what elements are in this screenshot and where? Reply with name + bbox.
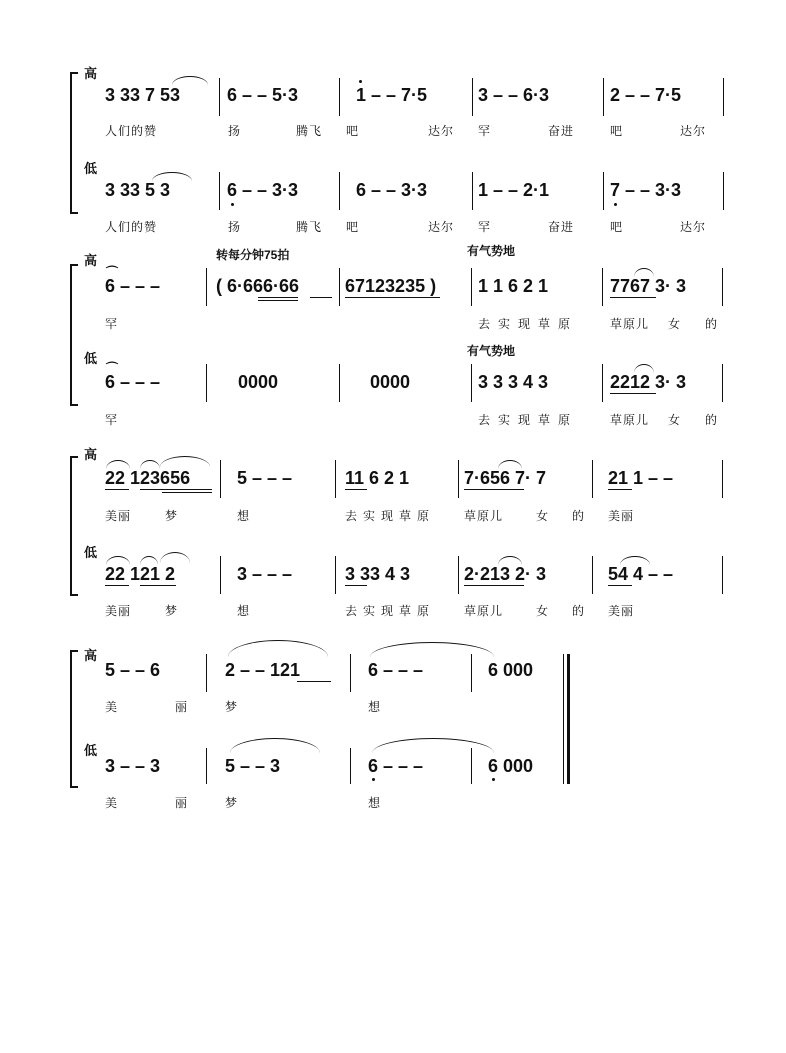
lyric-low-4: 吧: [346, 220, 360, 234]
part-label-high: 高: [84, 66, 98, 81]
part-label-high: 高: [84, 447, 98, 462]
lyric-low-2: 丽: [175, 796, 189, 810]
lyric-low-5: 草原儿: [464, 604, 504, 618]
barline: [350, 654, 351, 692]
barline: [603, 78, 604, 116]
underline: [345, 297, 440, 298]
barline: [339, 78, 340, 116]
slur: [620, 556, 650, 565]
measure-low-2: 5 – – 3: [225, 756, 281, 776]
octave-dot: [614, 203, 617, 206]
barline: [471, 364, 472, 402]
lyric-low-7: 的: [572, 604, 586, 618]
final-barline-thick: [567, 654, 570, 784]
slur: [172, 76, 208, 85]
measure-high-3: 67123235 ): [345, 276, 437, 296]
lyric-high-1: 人们的赞: [105, 124, 158, 138]
underline: [105, 585, 129, 586]
measure-high-2: ( 6·666·66: [216, 276, 300, 296]
lyric-low-9: 达尔: [680, 220, 707, 234]
underline: [297, 681, 331, 682]
lyric-low-8: 美丽: [608, 604, 635, 618]
barline: [220, 556, 221, 594]
lyric-low-2: 扬: [228, 220, 242, 234]
lyric-high-8: 美丽: [608, 509, 635, 523]
lyric-low-3: 草原儿: [610, 413, 650, 427]
system-brace: [70, 264, 78, 406]
part-label-low: 低: [84, 161, 98, 176]
expression-marking-low: 有气势地: [467, 344, 516, 358]
lyric-high-2: 扬: [228, 124, 242, 138]
lyric-high-6: 女: [536, 509, 550, 523]
underline: [105, 489, 129, 490]
measure-low-1: 6 – – –: [105, 372, 161, 392]
barline: [335, 460, 336, 498]
lyric-high-1: 罕: [105, 317, 119, 331]
measure-low-2: 3 – – –: [237, 564, 293, 584]
lyric-low-8: 吧: [610, 220, 624, 234]
lyric-high-4: 想: [368, 700, 382, 714]
barline: [592, 556, 593, 594]
final-barline-thin: [563, 654, 564, 784]
lyric-high-3: 草原儿: [610, 317, 650, 331]
slur: [372, 738, 494, 753]
lyric-high-5: 草原儿: [464, 509, 504, 523]
lyric-high-3: 腾飞: [296, 124, 323, 138]
measure-low-4: 3 3 3 4 3: [478, 372, 549, 392]
barline: [339, 268, 340, 306]
barline: [472, 172, 473, 210]
measure-high-2: 6 – – 5·3: [227, 85, 299, 105]
underline: [258, 300, 298, 301]
barline: [722, 460, 723, 498]
octave-dot: [492, 778, 495, 781]
slur: [152, 172, 192, 181]
barline: [350, 748, 351, 784]
measure-low-3: 3 33 4 3: [345, 564, 411, 584]
underline: [162, 492, 212, 493]
part-label-low: 低: [84, 743, 98, 758]
measure-high-5: 21 1 – –: [608, 468, 674, 488]
barline: [219, 78, 220, 116]
lyric-low-4: 去实现草原: [345, 604, 436, 618]
barline: [458, 460, 459, 498]
underline: [608, 585, 632, 586]
barline: [723, 78, 724, 116]
underline: [610, 393, 656, 394]
lyric-high-3: 想: [237, 509, 251, 523]
barline: [471, 748, 472, 784]
barline: [602, 364, 603, 402]
measure-high-5: 7767 3· 3: [610, 276, 687, 296]
barline: [722, 268, 723, 306]
barline: [471, 654, 472, 692]
lyric-low-7: 奋进: [548, 220, 575, 234]
lyric-low-1: 罕: [105, 413, 119, 427]
barline: [472, 78, 473, 116]
measure-high-4: 3 – – 6·3: [478, 85, 550, 105]
lyric-high-1: 美: [105, 700, 119, 714]
measure-high-3: 11 6 2 1: [345, 468, 410, 488]
lyric-high-2: 去实现草原: [478, 317, 579, 331]
underline: [258, 297, 298, 298]
barline: [339, 364, 340, 402]
lyric-low-3: 梦: [225, 796, 239, 810]
slur: [634, 364, 654, 373]
barline: [458, 556, 459, 594]
slur: [370, 642, 494, 657]
underline: [610, 297, 656, 298]
measure-high-2: 2 – – 121: [225, 660, 301, 680]
measure-low-1: 3 33 5 3: [105, 180, 171, 200]
barline: [723, 172, 724, 210]
barline: [722, 556, 723, 594]
part-label-low: 低: [84, 545, 98, 560]
lyric-low-1: 人们的赞: [105, 220, 158, 234]
lyric-high-7: 的: [572, 509, 586, 523]
measure-high-3: 6 – – –: [368, 660, 424, 680]
underline: [608, 489, 632, 490]
barline: [592, 460, 593, 498]
slur: [228, 640, 328, 657]
measure-high-5: 2 – – 7·5: [610, 85, 682, 105]
system-brace: [70, 456, 78, 596]
barline: [219, 172, 220, 210]
lyric-high-4: 吧: [346, 124, 360, 138]
lyric-high-3: 梦: [225, 700, 239, 714]
lyric-low-1: 美: [105, 796, 119, 810]
measure-high-1: 6 – – –: [105, 276, 161, 296]
measure-low-3: 0000: [370, 372, 411, 392]
system-brace: [70, 72, 78, 214]
lyric-high-7: 奋进: [548, 124, 575, 138]
underline: [464, 585, 524, 586]
lyric-low-6: 女: [536, 604, 550, 618]
octave-dot: [372, 778, 375, 781]
measure-low-3: 6 – – –: [368, 756, 424, 776]
tempo-marking: 转每分钟75拍: [216, 248, 290, 262]
measure-low-2: 6 – – 3·3: [227, 180, 299, 200]
part-label-high: 高: [84, 253, 98, 268]
measure-low-4: 6 000: [488, 756, 534, 776]
underline: [140, 585, 176, 586]
measure-low-5: 54 4 – –: [608, 564, 674, 584]
barline: [602, 268, 603, 306]
fermata: ⌒: [106, 361, 119, 375]
measure-high-4: 6 000: [488, 660, 534, 680]
barline: [722, 364, 723, 402]
lyric-low-3: 想: [237, 604, 251, 618]
barline: [206, 654, 207, 692]
expression-marking-high: 有气势地: [467, 244, 516, 258]
measure-low-4: 1 – – 2·1: [478, 180, 550, 200]
system-brace: [70, 650, 78, 788]
underline: [310, 297, 332, 298]
barline: [220, 460, 221, 498]
measure-low-5: 7 – – 3·3: [610, 180, 682, 200]
lyric-high-6: 罕: [478, 124, 492, 138]
fermata: ⌒: [106, 265, 119, 279]
measure-high-1: 5 – – 6: [105, 660, 161, 680]
lyric-high-2: 梦: [165, 509, 179, 523]
octave-dot: [359, 80, 362, 83]
part-label-low: 低: [84, 351, 98, 366]
lyric-high-4: 女: [668, 317, 682, 331]
measure-high-1: 22 123656: [105, 468, 191, 488]
lyric-low-4: 女: [668, 413, 682, 427]
lyric-high-5: 达尔: [428, 124, 455, 138]
slur: [106, 556, 130, 565]
lyric-high-2: 丽: [175, 700, 189, 714]
underline: [345, 489, 367, 490]
lyric-low-4: 想: [368, 796, 382, 810]
lyric-low-5: 的: [705, 413, 719, 427]
measure-high-4: 1 1 6 2 1: [478, 276, 549, 296]
measure-low-1: 3 – – 3: [105, 756, 161, 776]
measure-low-5: 2212 3· 3: [610, 372, 687, 392]
slur: [160, 552, 190, 563]
lyric-high-8: 吧: [610, 124, 624, 138]
measure-low-1: 22 121 2: [105, 564, 176, 584]
slur: [140, 556, 158, 565]
lyric-high-5: 的: [705, 317, 719, 331]
barline: [206, 748, 207, 784]
lyric-high-1: 美丽: [105, 509, 132, 523]
measure-high-3: 1 – – 7·5: [356, 85, 428, 105]
slur: [230, 738, 320, 753]
slur: [498, 556, 522, 565]
lyric-low-2: 梦: [165, 604, 179, 618]
underline: [140, 489, 212, 490]
slur: [160, 456, 210, 467]
lyric-low-3: 腾飞: [296, 220, 323, 234]
lyric-low-1: 美丽: [105, 604, 132, 618]
slur: [634, 268, 654, 277]
part-label-high: 高: [84, 648, 98, 663]
barline: [335, 556, 336, 594]
lyric-high-9: 达尔: [680, 124, 707, 138]
measure-low-4: 2·213 2· 3: [464, 564, 547, 584]
slur: [498, 460, 522, 469]
lyric-low-2: 去实现草原: [478, 413, 579, 427]
barline: [471, 268, 472, 306]
barline: [339, 172, 340, 210]
underline: [345, 585, 367, 586]
lyric-low-6: 罕: [478, 220, 492, 234]
barline: [206, 268, 207, 306]
measure-high-2: 5 – – –: [237, 468, 293, 488]
measure-low-2: 0000: [238, 372, 279, 392]
slur: [106, 460, 130, 469]
lyric-low-5: 达尔: [428, 220, 455, 234]
slur: [140, 460, 160, 469]
barline: [603, 172, 604, 210]
lyric-high-4: 去实现草原: [345, 509, 436, 523]
measure-high-4: 7·656 7· 7: [464, 468, 547, 488]
octave-dot: [231, 203, 234, 206]
underline: [464, 489, 524, 490]
measure-high-1: 3 33 7 53: [105, 85, 181, 105]
barline: [206, 364, 207, 402]
measure-low-3: 6 – – 3·3: [356, 180, 428, 200]
